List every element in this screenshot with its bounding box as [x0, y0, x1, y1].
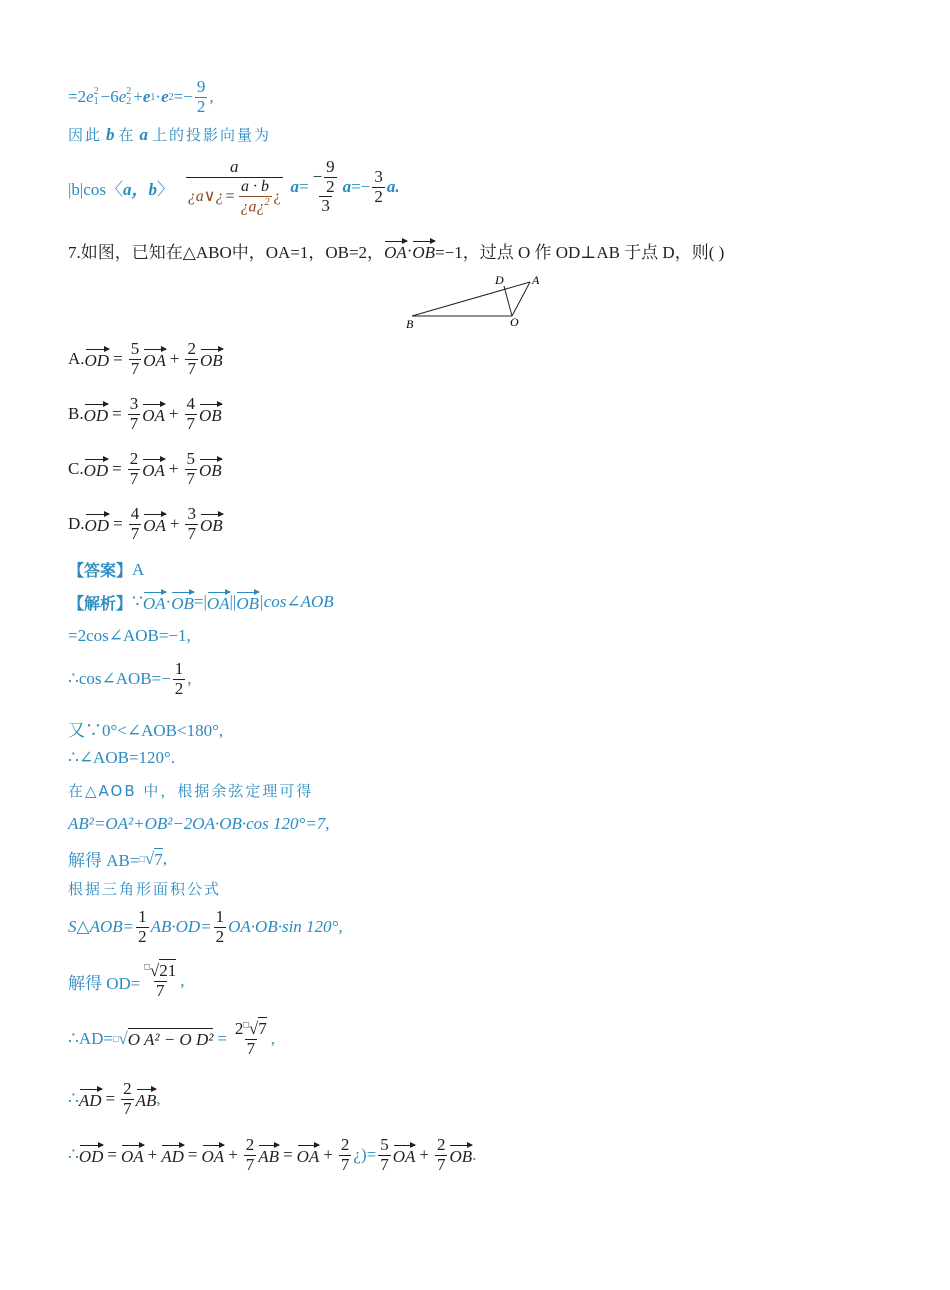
answer-tag: 【答案】: [68, 561, 133, 580]
text: =2: [68, 87, 87, 107]
analysis-line-10: S△AOB= $\frac{1}{2}$ AB·OD= $\frac{1}{2}$ OA·OB·sin 120°,: [68, 907, 343, 946]
b-var: b: [106, 124, 115, 144]
option-d[interactable]: D. OD = $\frac{4}{7}$ OA + $\frac{3}{7}$ OB: [68, 504, 223, 543]
analysis-line-14: ∴ OD = OA + AD = OA + $\frac{2}{7}$ AB = OA + $\frac{2}{7}$ ¿)= $\frac{5}{7}$ OA + $\frac{2}{7}$ OB .: [68, 1135, 477, 1174]
text: 在: [118, 126, 136, 144]
label-O: O: [510, 315, 519, 329]
text: ,: [209, 87, 214, 107]
e-var: e: [142, 87, 151, 107]
text: =−1，过点 O 作 OD⊥AB 于点 D，则( ): [435, 243, 725, 262]
text: +: [133, 87, 143, 107]
e-var: e: [118, 87, 127, 107]
text: =−: [173, 87, 193, 107]
option-b[interactable]: B. OD = $\frac{3}{7}$ OA + $\frac{4}{7}$ OB: [68, 394, 222, 433]
e-var: e: [86, 87, 94, 107]
analysis-line-6: 在△AOB 中，根据余弦定理可得: [68, 782, 314, 800]
e-var: e: [161, 87, 169, 107]
analysis-line-11: 解得 OD= $\frac{^□√21}{7}$ ,: [68, 961, 185, 1000]
sup-sub: 2 2: [126, 86, 132, 108]
text: a，b: [122, 179, 157, 199]
text: 〉: [156, 179, 174, 199]
label-A: A: [532, 273, 540, 287]
analysis-line-8: 解得 AB= □ √ 7 ,: [68, 848, 167, 870]
question-7: 7.如图，已知在△ABO中，OA=1，OB=2， OA · OB =−1，过点 O 作 OD⊥AB 于点 D，则( ): [68, 238, 724, 263]
analysis-line-1: 【解析】 ∵ OA · OB =| OA || OB |cos∠AOB: [68, 592, 334, 613]
option-a[interactable]: A. OD = $\frac{5}{7}$ OA + $\frac{2}{7}$ OB: [68, 339, 223, 378]
text: 因此: [68, 126, 103, 144]
vec-OA: OA: [384, 239, 407, 263]
sup-sub: 2 1: [93, 86, 99, 108]
option-c[interactable]: C. OD = $\frac{2}{7}$ OA + $\frac{5}{7}$ OB: [68, 449, 222, 488]
a-var: a: [139, 124, 149, 144]
big-fraction: a ¿a∨¿ = $\frac{a \cdot b}{¿a¿^2}$ ¿: [187, 157, 281, 216]
a-var: a: [342, 177, 352, 197]
analysis-line-9: 根据三角形面积公式: [68, 880, 222, 898]
sub: 2: [168, 91, 174, 103]
fraction: $\frac{3}{2}$: [374, 166, 383, 206]
dot: ·: [155, 87, 162, 107]
analysis-tag: 【解析】: [68, 593, 133, 613]
text: 上的投影向量为: [152, 126, 272, 144]
text: −6: [100, 87, 119, 107]
text: =: [298, 177, 309, 197]
sub: 1: [150, 91, 156, 103]
analysis-line-3: ∴cos∠AOB=− $\frac{1}{2}$ ,: [68, 659, 192, 698]
text: a.: [386, 177, 400, 197]
triangle-figure: [400, 270, 550, 332]
a-var: a: [290, 177, 299, 197]
answer-value: A: [132, 559, 145, 579]
vec-OB: OB: [412, 239, 435, 263]
analysis-line-13: ∴ AD = $\frac{2}{7}$ AB ,: [68, 1079, 161, 1118]
analysis-line-4: 又∵0°<∠AOB<180°,: [68, 721, 224, 740]
nested-fraction: − $\frac{9}{2}$ 3: [312, 157, 335, 216]
text: 7.如图，已知在△ABO中，OA=1，OB=2，: [68, 243, 385, 262]
analysis-line-7: AB²=OA²+OB²−2OA·OB·cos 120°=7,: [68, 814, 330, 833]
label-B: B: [406, 317, 414, 331]
analysis-line-2: =2cos∠AOB=−1,: [68, 626, 191, 645]
label-D: D: [495, 273, 504, 287]
text: =−: [351, 177, 371, 197]
projection-text: [68, 124, 271, 145]
analysis-line-5: ∴∠AOB=120°.: [68, 748, 176, 767]
fraction: $\frac{9}{2}$: [196, 77, 206, 116]
text: |b|cos〈: [68, 179, 123, 199]
formula-line-1: [68, 78, 214, 116]
answer-line: [68, 558, 144, 581]
formula-line-3: [68, 158, 400, 216]
analysis-line-12: ∴AD= □ √ O A² − O D² = $\frac{2^□√7}{7}$ ,: [68, 1019, 275, 1058]
